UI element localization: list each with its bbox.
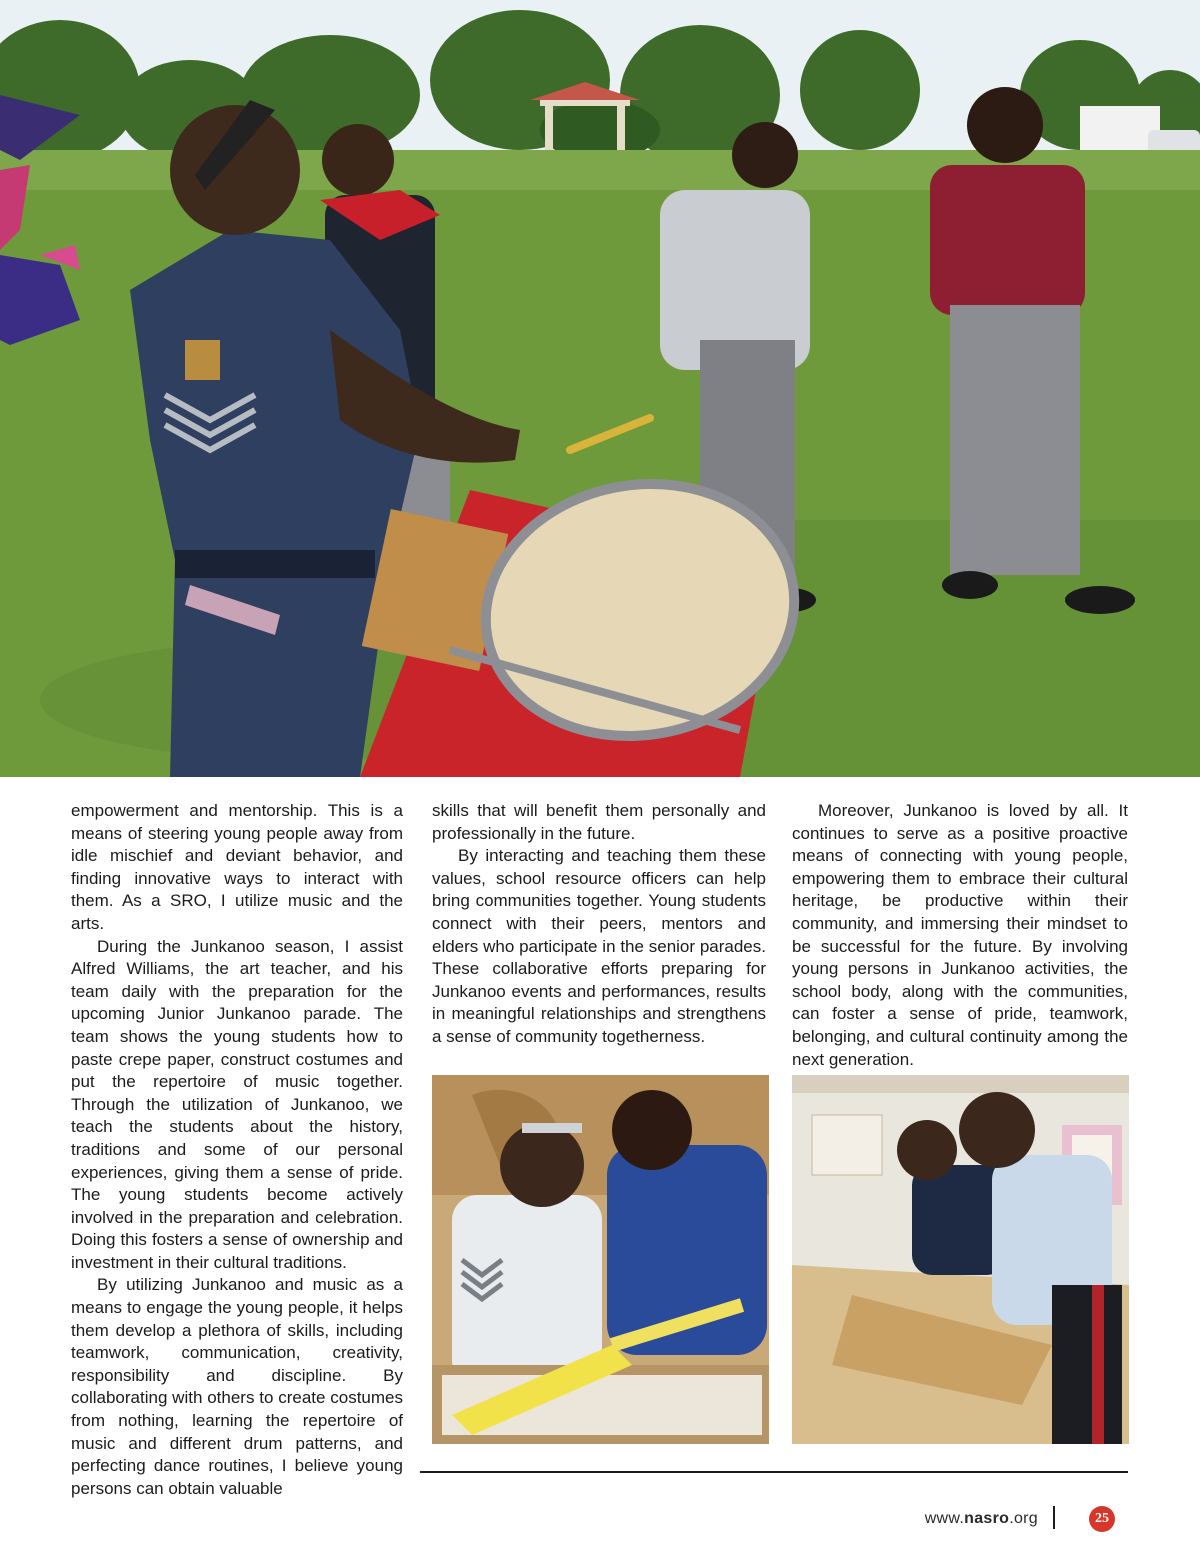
footer-rule [420, 1471, 1128, 1473]
url-suffix: .org [1009, 1510, 1038, 1527]
photo-frame-building [792, 1075, 1129, 1444]
text-column-1 [71, 800, 403, 1500]
footer-url[interactable] [880, 1510, 1038, 1528]
text-column-3 [792, 800, 1128, 1071]
paragraph: During the Junkanoo season, I assist Alfred Williams, the art teacher, and his team daily with the preparation for the upcoming Junior Junkanoo parade. The team shows the young students how to paste crepe paper, construct costumes and put the repertoire of music together. Through the utilization of Junkanoo, we teach the students about the history, traditions and some of our personal experiences, giving them a sense of pride. The young students become actively involved in the preparation and celebration. Doing this fosters a sense of ownership and investment in their cultural traditions. [71, 936, 403, 1272]
footer-separator [1053, 1506, 1055, 1529]
paragraph: Moreover, Junkanoo is loved by all. It continues to serve as a positive proactive means of connecting with young people, empowering them to embrace their cultural heritage, be productive within their community, and immersing their mindset to be successful for the future. By involving young persons in Junkanoo activities, the school body, along with the communities, can foster a sense of pride, teamwork, belonging, and cultural continuity among the next generation. [792, 801, 1128, 1069]
paragraph: By utilizing Junkanoo and music as a means to engage the young people, it helps them develop a plethora of skills, including teamwork, communication, creativity, responsibility and discipline. By collaborating with others to create costumes from nothing, learning the repertoire of music and different drum patterns, and perfecting dance routines, I believe young persons can obtain valuable [71, 1275, 403, 1498]
url-brand: nasro [964, 1510, 1010, 1527]
paragraph: empowerment and mentorship. This is a means of steering young people away from idle mischief and deviant behavior, and finding innovative ways to interact with them. As a SRO, I utilize music and the arts. [71, 801, 403, 933]
page-number-badge [1089, 1506, 1115, 1532]
photo-costume-making [432, 1075, 769, 1444]
page-number: 25 [1095, 1511, 1109, 1526]
paragraph: skills that will benefit them personally and professionally in the future. [432, 801, 766, 843]
url-prefix: www. [924, 1510, 965, 1527]
text-column-2 [432, 800, 766, 1049]
paragraph: By interacting and teaching them these values, school resource officers can help bring communities together. Young students connect with their peers, mentors and elders who participate in the senior parades. These collaborative efforts preparing for Junkanoo events and performances, results in meaningful relationships and strengthens a sense of community togetherness. [432, 846, 766, 1046]
